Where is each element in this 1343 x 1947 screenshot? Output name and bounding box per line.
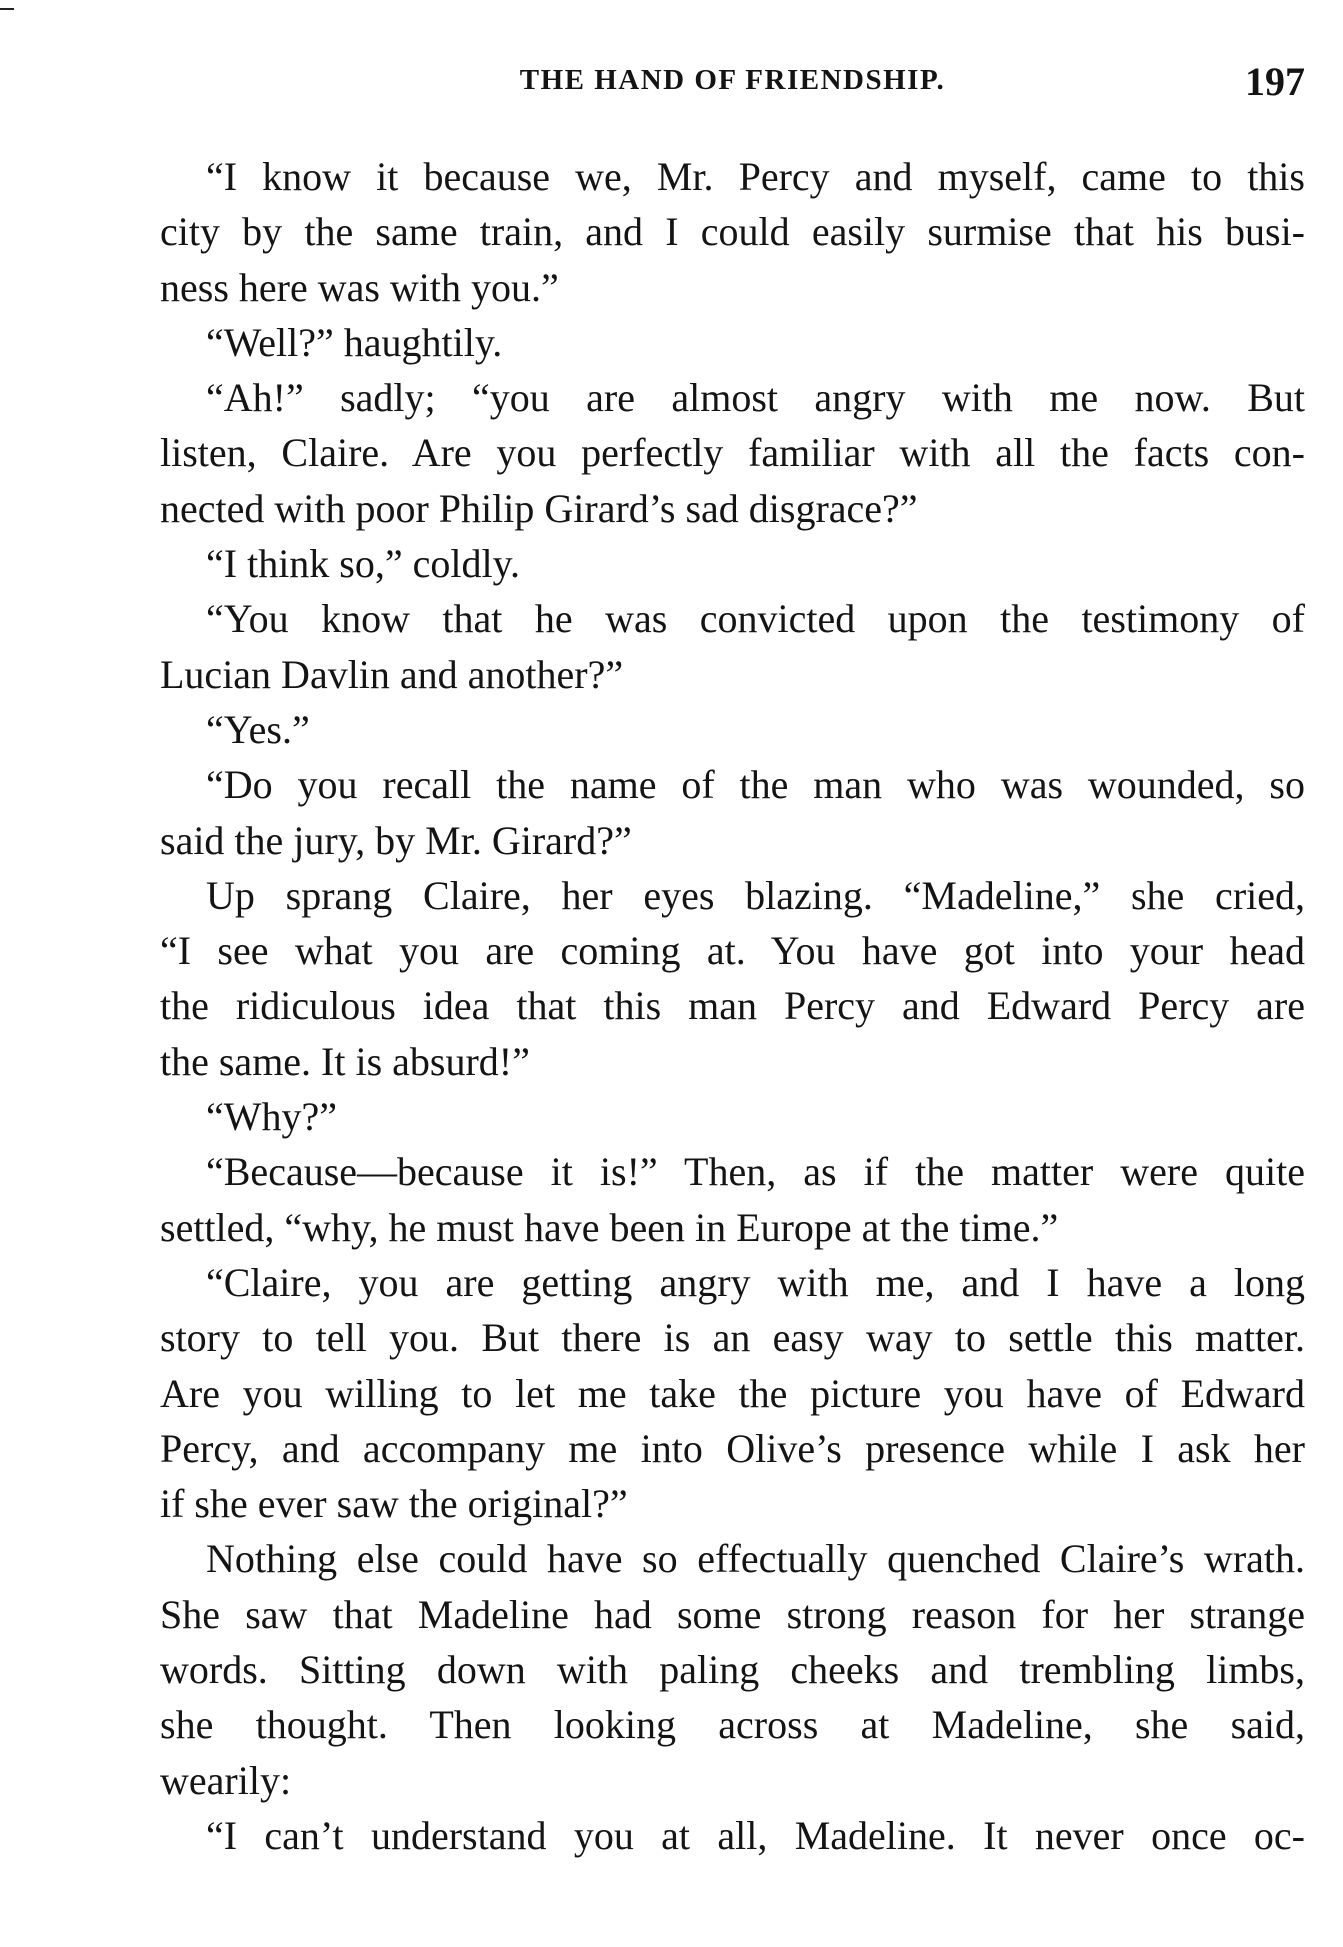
text-line <box>160 1476 1305 1531</box>
text-line <box>160 647 1305 702</box>
text-line <box>160 1366 1305 1421</box>
text-line-content: the ridiculous idea that this man Percy and Edward Percy are <box>160 983 1305 1029</box>
text-line-content: said the jury, by Mr. Girard?” <box>160 817 632 863</box>
text-line-content: “Because—because it is!” Then, as if the matter were quite <box>206 1149 1305 1195</box>
text-line <box>160 1421 1305 1476</box>
text-line <box>160 1200 1305 1255</box>
text-line <box>160 1697 1305 1752</box>
text-line-content: “I know it because we, Mr. Percy and myself, came to this <box>206 154 1305 199</box>
text-line <box>160 149 1305 204</box>
text-line-content: “Claire, you are getting angry with me, and I have a long <box>206 1259 1305 1305</box>
text-line <box>160 702 1305 757</box>
text-line-content: “I can’t understand you at all, Madeline. It never once oc- <box>206 1812 1305 1858</box>
text-line-content: wearily: <box>160 1757 292 1803</box>
text-line <box>160 425 1305 480</box>
text-line-content: “You know that he was convicted upon the testimony of <box>206 596 1305 642</box>
text-line-content: “Yes.” <box>206 706 310 752</box>
text-line <box>160 923 1305 978</box>
text-line <box>160 813 1305 868</box>
text-line <box>160 204 1305 259</box>
text-line <box>160 370 1305 425</box>
text-line-content: words. Sitting down with paling cheeks and trembling limbs, <box>160 1647 1305 1693</box>
text-line-content: Percy, and accompany me into Olive’s presence while I ask her <box>160 1425 1305 1471</box>
text-line <box>160 1587 1305 1642</box>
text-line-content: listen, Claire. Are you perfectly familiar with all the facts con- <box>160 430 1305 476</box>
text-line <box>160 1034 1305 1089</box>
text-line-content: ness here was with you.” <box>160 264 559 310</box>
text-line-content: city by the same train, and I could easily surmise that his busi- <box>160 209 1305 255</box>
text-line-content: Nothing else could have so effectually quenched Claire’s wrath. <box>206 1536 1305 1582</box>
margin-mark <box>0 8 14 10</box>
text-line <box>160 757 1305 812</box>
text-line-content: “I think so,” coldly. <box>206 541 521 587</box>
text-line-content: if she ever saw the original?” <box>160 1481 628 1527</box>
text-line <box>160 1808 1305 1863</box>
text-line-content: Are you willing to let me take the picture you have of Edward <box>160 1370 1305 1416</box>
text-line-content: Lucian Davlin and another?” <box>160 651 624 697</box>
text-line <box>160 1753 1305 1808</box>
text-line <box>160 1642 1305 1697</box>
page-header <box>160 58 1305 108</box>
text-line <box>160 1310 1305 1365</box>
text-line-content: the same. It is absurd!” <box>160 1038 530 1084</box>
page-number: 197 <box>1245 59 1305 104</box>
text-line <box>160 315 1305 370</box>
text-line-content: Up sprang Claire, her eyes blazing. “Madeline,” she cried, <box>206 872 1305 918</box>
text-line <box>160 1531 1305 1586</box>
text-line <box>160 978 1305 1033</box>
text-line-content: she thought. Then looking across at Madeline, she said, <box>160 1702 1305 1748</box>
text-line <box>160 260 1305 315</box>
text-line <box>160 1144 1305 1199</box>
text-line <box>160 591 1305 646</box>
text-line <box>160 536 1305 591</box>
text-line <box>160 481 1305 536</box>
text-line-content: settled, “why, he must have been in Europe at the time.” <box>160 1204 1059 1250</box>
text-line-content: “Ah!” sadly; “you are almost angry with me now. But <box>206 375 1305 421</box>
text-line-content: She saw that Madeline had some strong reason for her strange <box>160 1591 1305 1637</box>
text-line-content: “Why?” <box>206 1094 338 1140</box>
text-line-content: “I see what you are coming at. You have got into your head <box>160 928 1305 974</box>
text-line-content: story to tell you. But there is an easy way to settle this matter. <box>160 1315 1305 1361</box>
text-line-content: nected with poor Philip Girard’s sad disgrace?” <box>160 485 918 531</box>
text-line-content: “Do you recall the name of the man who was wounded, so <box>206 762 1305 808</box>
text-line-content: “Well?” haughtily. <box>206 319 503 365</box>
text-line <box>160 1089 1305 1144</box>
body-text <box>160 149 1305 1863</box>
text-line <box>160 868 1305 923</box>
running-title: THE HAND OF FRIENDSHIP. <box>519 64 946 96</box>
text-line <box>160 1255 1305 1310</box>
